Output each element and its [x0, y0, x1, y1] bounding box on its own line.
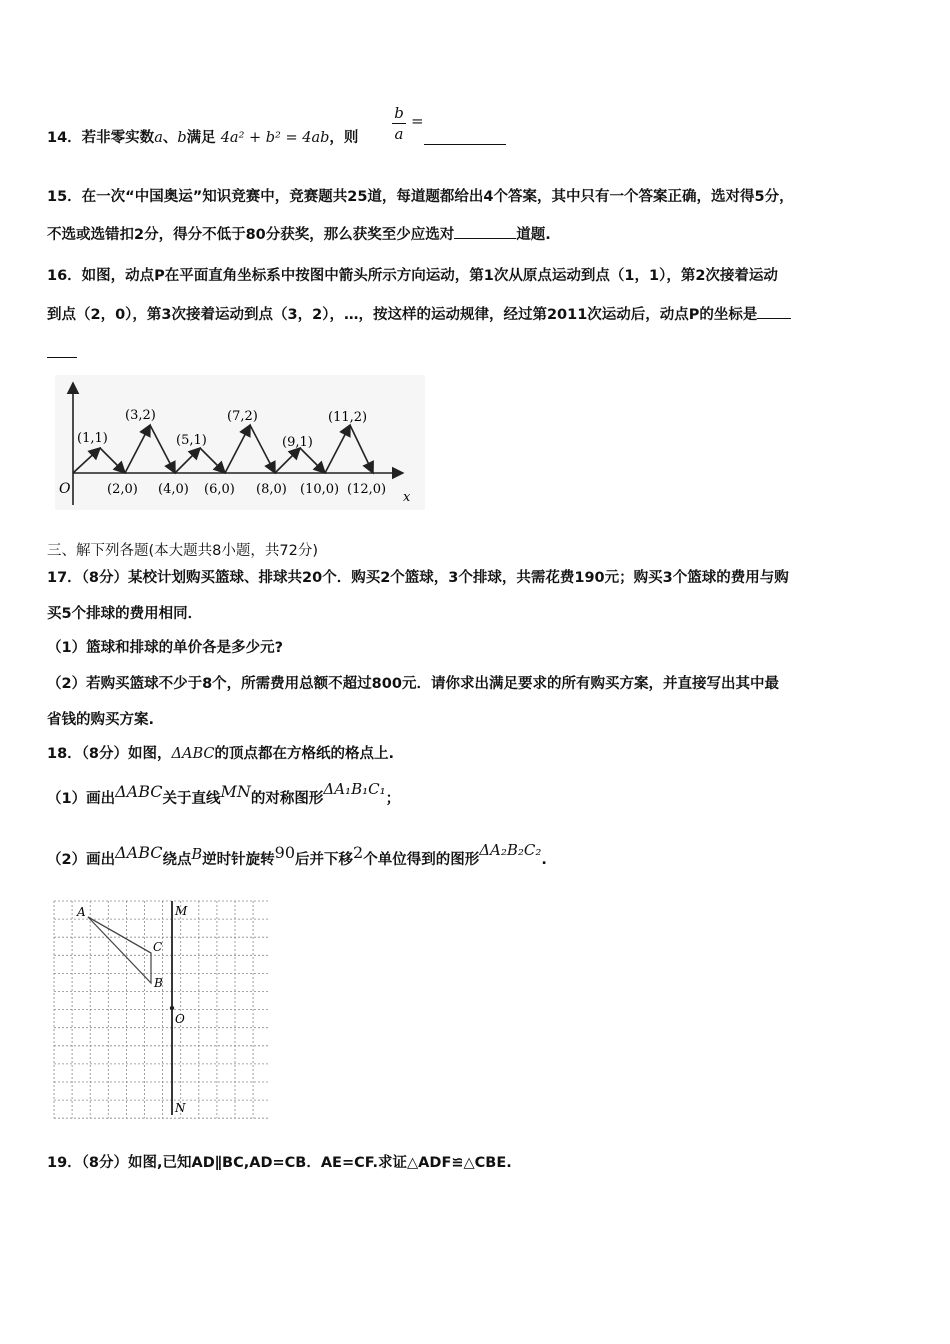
grid-figure [50, 897, 270, 1119]
q14-mid: 满足 [186, 130, 216, 146]
section-3-heading: 三、解下列各题(本大题共8小题，共72分) [47, 543, 318, 559]
label-c: C [153, 940, 163, 954]
point-label-5: (5,1) [176, 433, 207, 448]
label-n: N [175, 1101, 186, 1115]
question-17-sub2-line2: 省钱的购买方案. [47, 712, 155, 728]
point-label-9: (9,1) [282, 435, 313, 450]
label-m: M [175, 904, 188, 918]
q14-fraction [392, 104, 406, 143]
q18-s2-shift: 后并下移 [295, 852, 354, 868]
question-15-line2 [47, 224, 551, 245]
q18-s2-triangle: ΔABC [115, 843, 163, 862]
q18-s2-around: 绕点 [162, 852, 192, 868]
q14-prefix: 14．若非零实数 [47, 130, 155, 146]
point-label-3: (3,2) [125, 408, 156, 423]
q14-frac-numerator: b [394, 104, 404, 122]
q18-triangle: ΔABC [171, 746, 215, 762]
grid-lines [54, 901, 270, 1118]
point-o [170, 1006, 174, 1010]
label-o: O [175, 1012, 185, 1026]
q16-answer-blank-a[interactable] [757, 304, 791, 319]
question-15-line1: 15．在一次“中国奥运”知识竞赛中，竞赛题共25道，每道题都给出4个答案，其中只有一个答案正确，选对得5分， [47, 189, 794, 205]
point-label-6: (6,0) [204, 482, 235, 497]
q18-stem-start: 18．（8分）如图， [47, 746, 172, 762]
q15-line2-start: 不选或选错扣2分，得分不低于80分获奖，那么获奖至少应选对 [47, 227, 455, 243]
q16-line2-text: 到点（2，0），第3次接着运动到点（3，2），…，按这样的运动规律，经过第2011次运动后，动点P的坐标是 [47, 307, 758, 323]
q18-stem-end: 的顶点都在方格纸的格点上. [214, 746, 395, 762]
zigzag-figure [55, 375, 425, 510]
q18-s2-rotate: 逆时针旋转 [202, 852, 275, 868]
question-16-line2 [47, 304, 791, 325]
segment-ac [88, 917, 151, 953]
q14-frac-denominator: a [394, 125, 404, 143]
label-a: A [77, 905, 86, 919]
point-label-10: (10,0) [300, 482, 340, 497]
q14-frac-bar [392, 123, 406, 124]
question-18-stem [47, 744, 394, 764]
point-label-2: (2,0) [107, 482, 138, 497]
q18-s2-units: 2 [353, 843, 364, 862]
question-17-line1: 17．（8分）某校计划购买篮球、排球共20个．购买2个篮球，3个排球，共需花费190元；购买3个篮球的费用与购 [47, 570, 789, 586]
point-label-7: (7,2) [227, 409, 258, 424]
q14-sep: 、 [162, 130, 178, 146]
q18-s1-triangle: ΔABC [115, 782, 163, 801]
point-label-4: (4,0) [158, 482, 189, 497]
question-17-sub1: （1）篮球和排球的单价各是多少元? [47, 640, 283, 656]
question-17-sub2-line1: （2）若购买篮球不少于8个，所需费用总额不超过800元．请你求出满足要求的所有购买方案，并直接写出其中最 [47, 676, 779, 692]
q18-s1-start: （1）画出 [47, 791, 116, 807]
label-b: B [154, 976, 163, 990]
q18-s1-text: 的对称图形 [250, 791, 324, 807]
q14-answer-blank[interactable] [424, 130, 506, 145]
q18-s2-angle: 90 [274, 843, 296, 862]
q18-s2-end: . [541, 852, 547, 868]
q14-equation: 4a² + b² = 4ab [220, 130, 330, 146]
q14-equals: = [411, 112, 424, 130]
q18-s2-point-b: B [191, 847, 203, 863]
q18-s1-mid: 关于直线 [162, 791, 221, 807]
point-label-12: (12,0) [347, 482, 387, 497]
origin-label: O [59, 481, 71, 497]
q18-s1-end: ； [385, 791, 401, 807]
q15-answer-blank[interactable] [454, 224, 516, 239]
point-label-8: (8,0) [256, 482, 287, 497]
question-18-sub2 [47, 841, 547, 870]
question-14 [47, 128, 358, 148]
q18-s2-result: ΔA₂B₂C₂ [479, 841, 542, 859]
q14-var-b: b [177, 130, 187, 146]
q18-s2-start: （2）画出 [47, 852, 116, 868]
q18-s1-line-mn: MN [220, 782, 251, 801]
q18-s1-result: ΔA₁B₁C₁ [323, 780, 386, 798]
q16-answer-blank-b[interactable] [47, 343, 77, 358]
q15-line2-end: 道题. [516, 227, 551, 243]
question-17-line2: 买5个排球的费用相同． [47, 606, 203, 622]
point-label-11: (11,2) [328, 410, 368, 425]
question-19: 19．（8分）如图,已知AD∥BC,AD=CB．AE=CF.求证△ADF≌△CBE. [47, 1155, 512, 1171]
q18-s2-text: 个单位得到的图形 [363, 852, 480, 868]
question-16-line1: 16．如图，动点P在平面直角坐标系中按图中箭头所示方向运动，第1次从原点运动到点（1，1），第2次接着运动 [47, 268, 778, 284]
q14-then: ，则 [329, 130, 359, 146]
question-18-sub1 [47, 780, 401, 809]
q14-var-a: a [154, 130, 163, 146]
x-axis-label: x [403, 490, 411, 505]
point-label-1: (1,1) [77, 431, 108, 446]
